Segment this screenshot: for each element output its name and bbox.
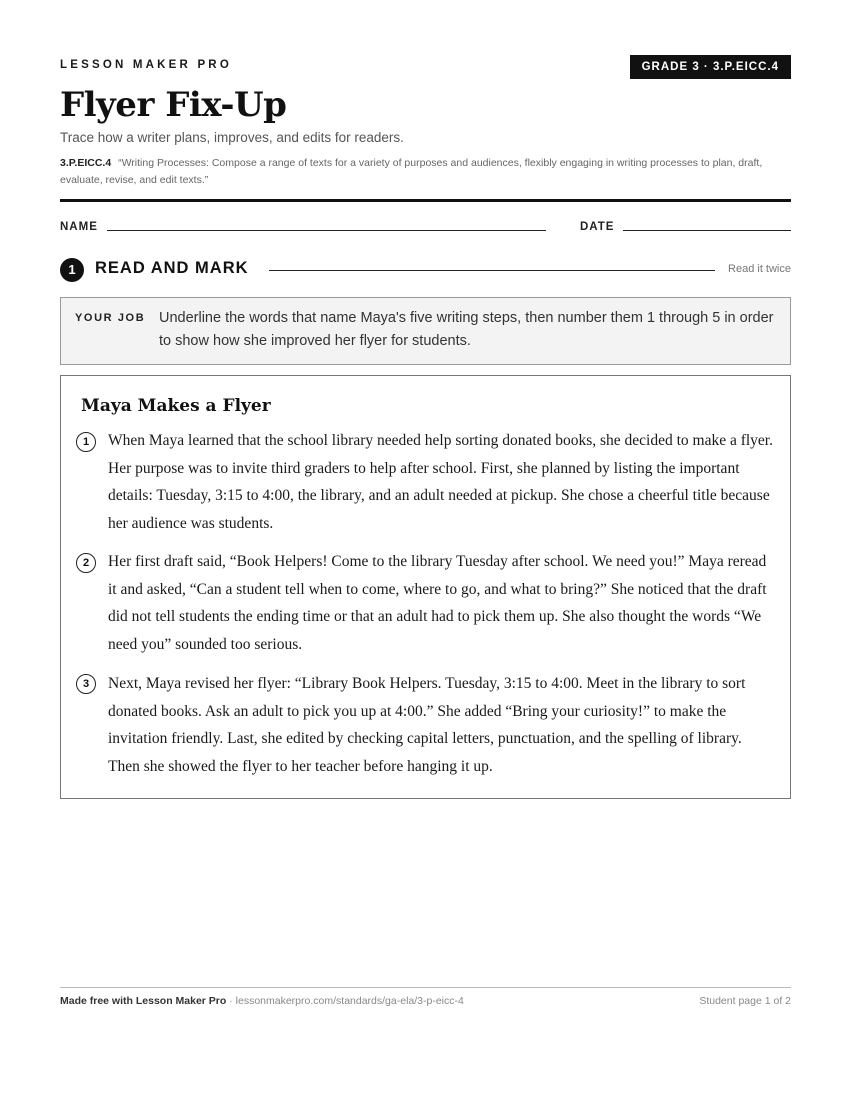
instructions-text: Underline the words that name Maya's five writing steps, then number them 1 through 5 in order to show how she improved her flyer for students. <box>159 310 774 349</box>
paragraph-number-3: 3 <box>76 674 96 694</box>
paragraph-3: Next, Maya revised her flyer: “Library Book Helpers. Tuesday, 3:15 to 4:00. Meet in the library to sort donated books. Ask an adult to pick you up at 4:00.” She added “Bring your curiosity!” to make the invitation friendly. Last, she edited by checking capital letters, punctuation, and the spelling of library. Then she showed the flyer to her teacher before hanging it up. <box>108 675 746 775</box>
name-label: NAME <box>60 221 98 233</box>
passage-title: Maya Makes a Flyer <box>81 396 271 416</box>
grade-badge: GRADE 3 · 3.P.EICC.4 <box>630 55 791 79</box>
page-number: Student page 1 of 2 <box>699 995 791 1007</box>
instructions-label: YOUR JOB <box>75 312 146 324</box>
section-title: READ AND MARK <box>95 259 249 277</box>
section-note: Read it twice <box>728 263 791 275</box>
page-subtitle: Trace how a writer plans, improves, and edits for readers. <box>60 130 404 145</box>
paragraph-2: Her first draft said, “Book Helpers! Come to the library Tuesday after school. We need you!” Maya reread it and asked, “Can a student tell when to come, where to go, and what to bring?” She noticed that the draft did not tell students the ending time or that an adult had to pick them up. She also thought the words “We need you” sounded too serious. <box>108 553 767 653</box>
name-field[interactable] <box>107 230 546 231</box>
standard-text: “Writing Processes: Compose a range of texts for a variety of purposes and audiences, flexibly engaging in writing processes to plan, draft, evaluate, revise, and edit texts.” <box>60 157 763 186</box>
footer-divider <box>60 987 791 988</box>
footer-made-with: Made free with Lesson Maker Pro <box>60 995 227 1007</box>
instructions-box <box>60 297 791 365</box>
standard-description <box>60 155 791 188</box>
paragraph-number-1: 1 <box>76 432 96 452</box>
date-field[interactable] <box>623 230 791 231</box>
worksheet-page <box>60 0 791 1100</box>
brand-name: LESSON MAKER PRO <box>60 59 232 71</box>
reading-passage <box>60 375 791 799</box>
paragraph-number-2: 2 <box>76 553 96 573</box>
section-number-badge: 1 <box>60 258 84 282</box>
date-label: DATE <box>580 221 615 233</box>
page-title: Flyer Fix-Up <box>60 85 287 125</box>
header-divider <box>60 199 791 202</box>
standard-code: 3.P.EICC.4 <box>60 157 112 169</box>
footer-separator: · <box>226 995 236 1007</box>
section-divider <box>269 270 715 271</box>
footer-credit <box>60 995 464 1007</box>
paragraph-1: When Maya learned that the school library needed help sorting donated books, she decided to make a flyer. Her purpose was to invite third graders to help after school. First, she planned by listing the important details: Tuesday, 3:15 to 4:00, the library, and an adult needed at pickup. She chose a cheerful title because her audience was students. <box>108 432 773 532</box>
footer-url[interactable]: lessonmakerpro.com/standards/ga-ela/3-p-eicc-4 <box>235 995 464 1007</box>
